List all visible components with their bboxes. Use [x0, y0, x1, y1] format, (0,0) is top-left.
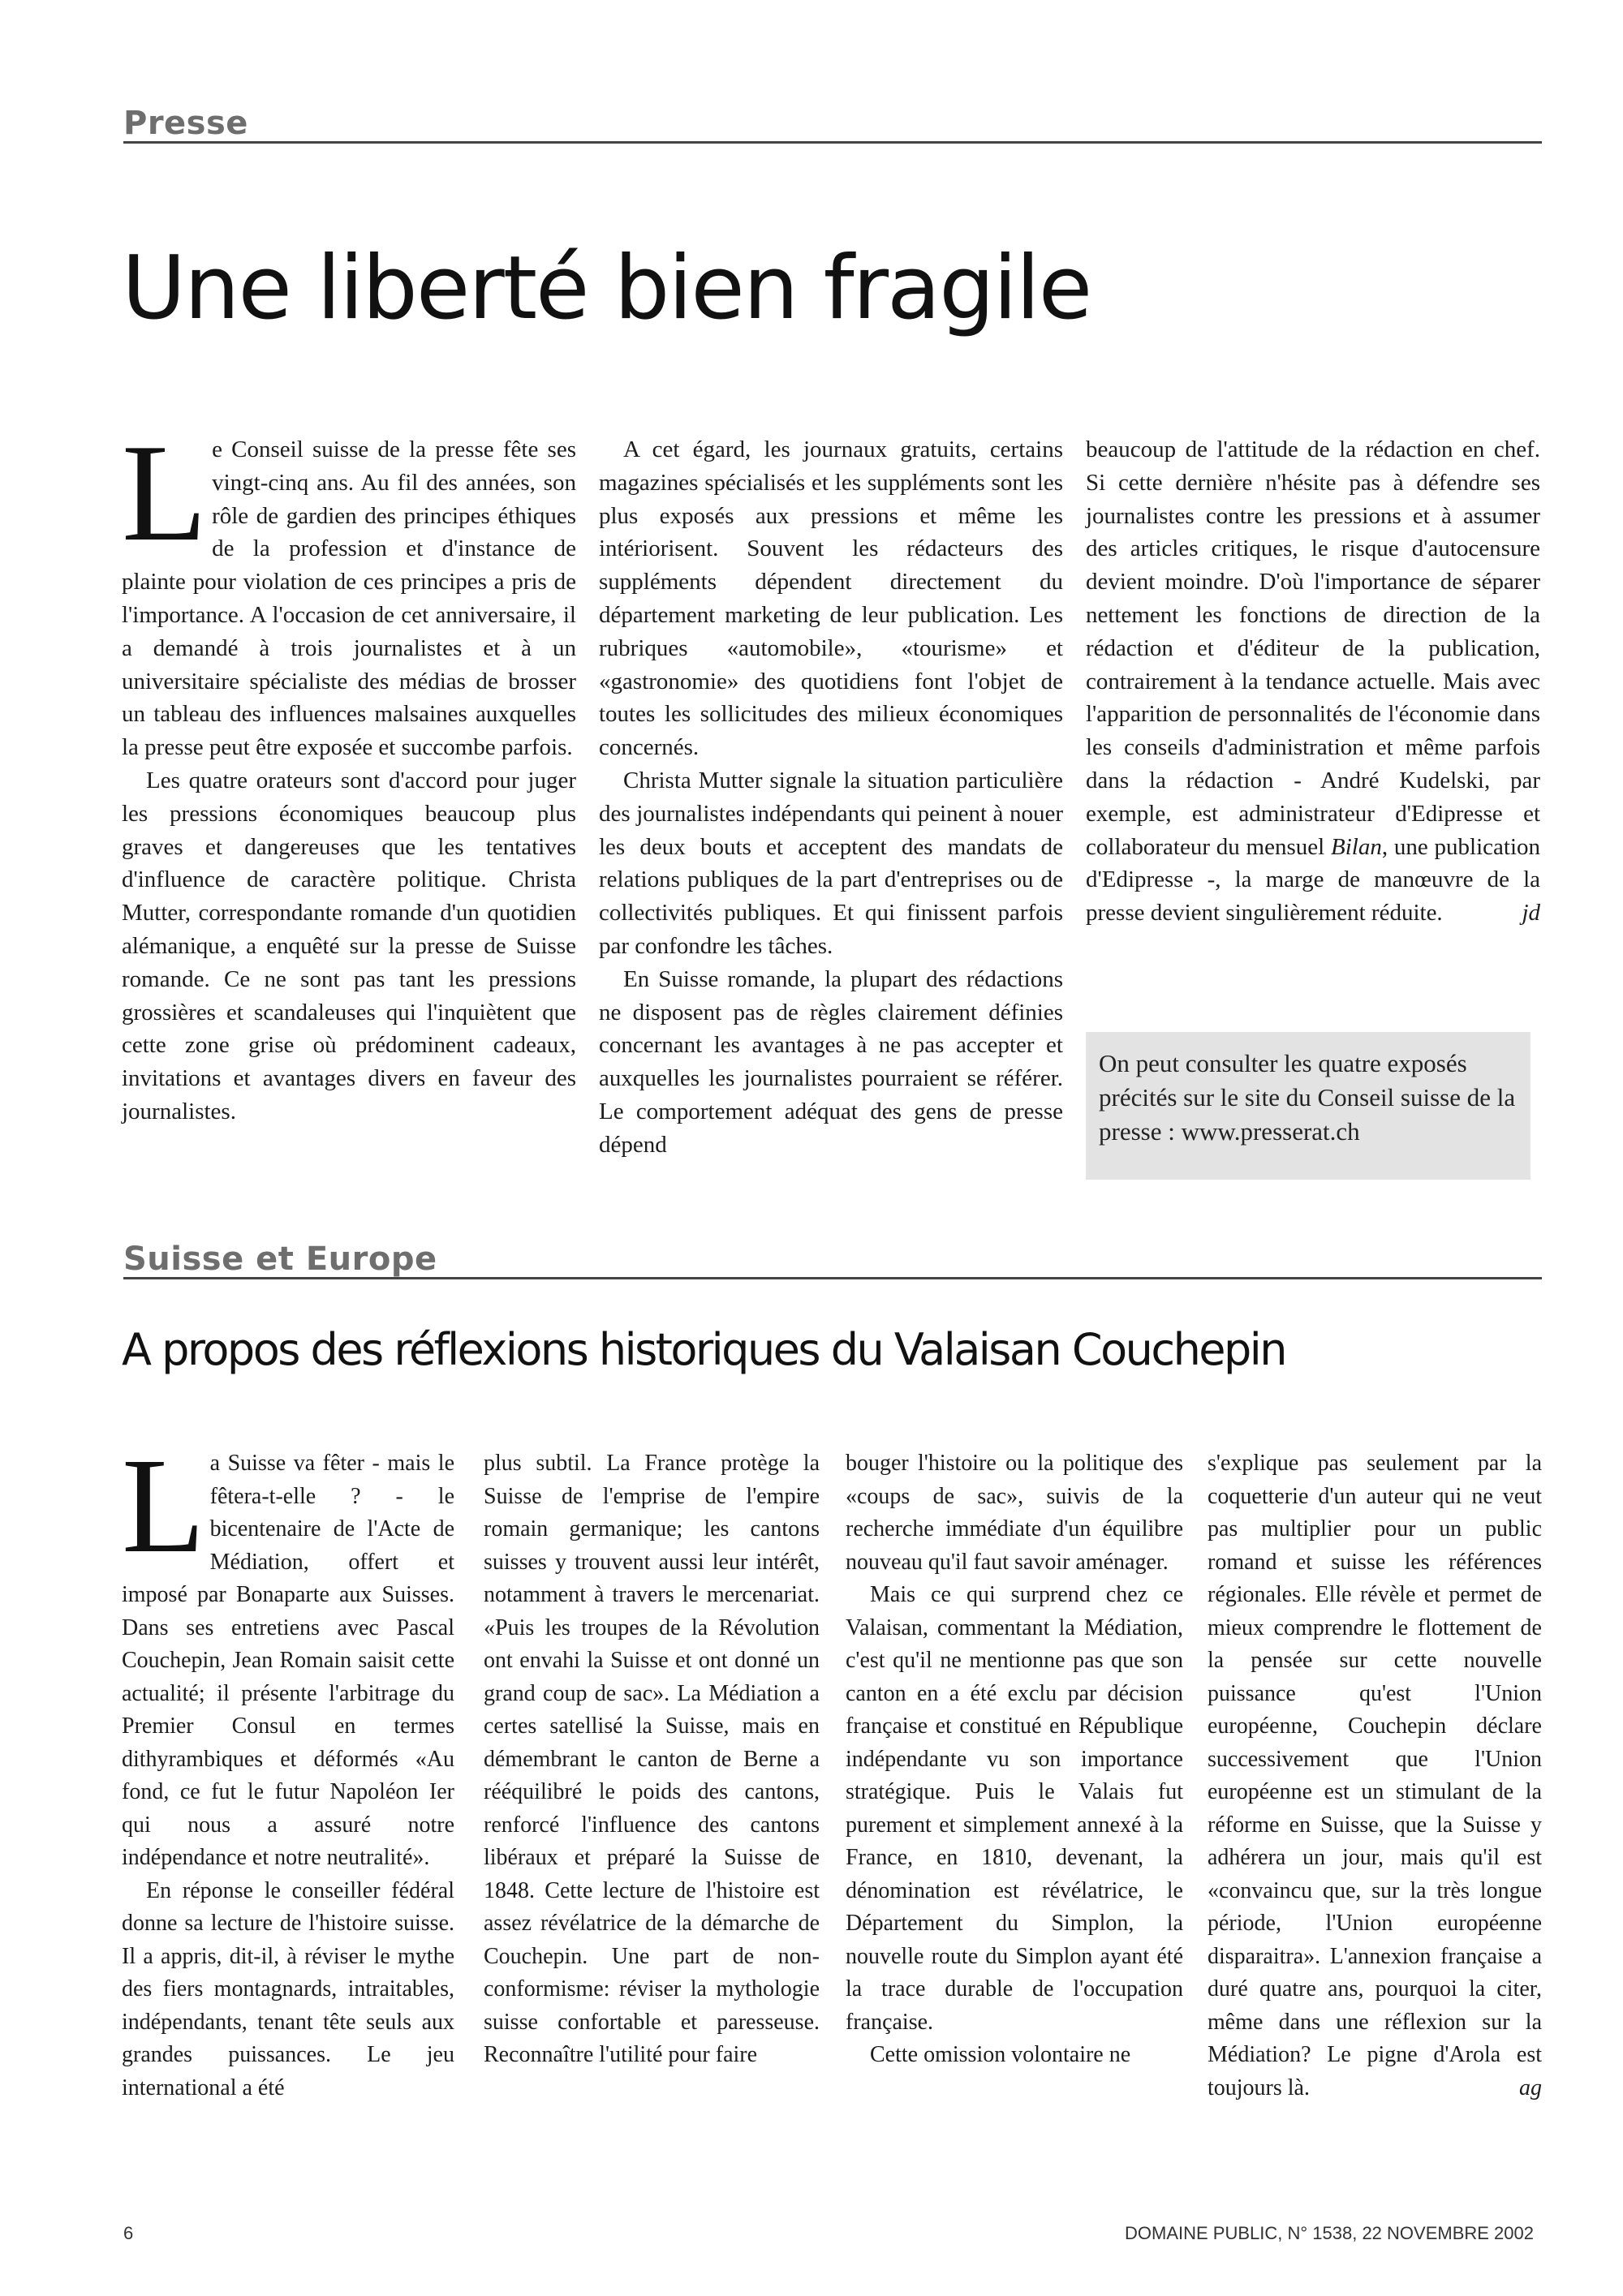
article2-paragraph: En réponse le conseiller fédéral donne sa lecture de l'histoire suisse. Il a appris, dit-il, à réviser le mythe des fiers montagnards, intraitables, indépendants, tenant tête seuls aux grandes puissances. Le jeu international a été: [122, 1877, 454, 2100]
article2-paragraph: La Suisse va fêter - mais le fêtera-t-elle ? - le bicentenaire de l'Acte de Médiation, offert et imposé par Bonaparte aux Suisses. Dans ses entretiens avec Pascal Couchepin, Jean Romain saisit cette actualité; il présente l'arbitrage du Premier Consul en termes dithyrambiques et déformés «Au fond, ce fut le futur Napoléon Ier qui nous a assuré notre indépendance et notre neutralité».: [122, 1430, 454, 1870]
author-signature: ag: [1519, 2075, 1542, 2100]
article1-column-2: [599, 433, 1063, 1162]
section-label-suisse-europe: Suisse et Europe: [123, 1241, 1542, 1279]
drop-cap: L: [122, 416, 208, 570]
article2-paragraph: s'explique pas seulement par la coquetterie d'un auteur qui ne veut pas multiplier pour un public romand et suisse les références régionales. Elle révèle et permet de mieux comprendre le flottement de la pensée sur cette nouvelle puissance qu'est l'Union européenne, Couchepin déclare successivement que l'Union européenne est un stimulant de la réforme en Suisse, que la Suisse y adhérera un jour, mais qu'il est «convaincu que, sur la très longue période, l'Union européenne disparaitra». L'annexion française a duré quatre ans, pourquoi la citer, même dans une réflexion sur la Médiation? Le pigne d'Arola est toujours là. ag: [1208, 1447, 1542, 2105]
publication-footer: DOMAINE PUBLIC, N° 1538, 22 NOVEMBRE 2002: [1125, 2223, 1534, 2243]
page-number: 6: [123, 2223, 134, 2243]
article1-paragraph: A cet égard, les journaux gratuits, certains magazines spécialisés et les suppléments sont les plus exposés aux pressions et même les intériorisent. Souvent les rédacteurs des suppléments dépendent directement du département marketing de leur publication. Les rubriques «automobile», «tourisme» et «gastronomie» des quotidiens font l'objet de toutes les sollicitudes des milieux économiques concernés.: [599, 436, 1063, 761]
article2-column-1: [122, 1430, 454, 2105]
article-title-couchepin: A propos des réflexions historiques du Valaisan Couchepin: [122, 1324, 1286, 1375]
article1-paragraph: En Suisse romande, la plupart des rédactions ne disposent pas de règles clairement définies concernant les avantages à ne pas accepter et auxquelles les journalistes pourraient se référer. Le comportement adéquat des gens de presse dépend: [599, 965, 1063, 1158]
article1-column-1: [122, 416, 576, 1129]
article1-paragraph: Le Conseil suisse de la presse fête ses vingt-cinq ans. Au fil des années, son rôle de gardien des principes éthiques de la profession et d'instance de plainte pour violation de ces principes a pris de l'importance. A l'occasion de cet anniversaire, il a demandé à trois journalistes et à un universitaire spécialiste des médias de brosser un tableau des influences malsaines auxquelles la presse peut être exposée et succombe parfois.: [122, 416, 576, 761]
article2-column-4: [1208, 1447, 1542, 2105]
article2-paragraph: plus subtil. La France protège la Suisse de l'emprise de l'empire romain germanique; les cantons suisses y trouvent aussi leur intérêt, notamment à travers le mercenariat. «Puis les troupes de la Révolution ont envahi la Suisse et ont donné un grand coup de sac». La Médiation a certes satellisé la Suisse, mais en démembrant le canton de Berne a rééquilibré le poids des cantons, renforcé l'influence des cantons libéraux et préparé la Suisse de 1848. Cette lecture de l'histoire est assez révélatrice de la démarche de Couchepin. Une part de non-conformisme: réviser la mythologie suisse confortable et paresseuse. Reconnaître l'utilité pour faire: [484, 1451, 820, 2067]
article1-paragraph: Les quatre orateurs sont d'accord pour juger les pressions économiques beaucoup plus graves et dangereuses que les tentatives d'influence de caractère politique. Christa Mutter, correspondante romande d'un quotidien alémanique, a enquêté sur la presse de Suisse romande. Ce ne sont pas tant les pressions grossières et scandaleuses qui l'inquiètent que cette zone grise où prédominent cadeaux, invitations et avantages divers en faveur des journalistes.: [122, 767, 576, 1124]
article1-paragraph: Christa Mutter signale la situation particulière des journalistes indépendants qui peinent à nouer les deux bouts et acceptent des mandats de relations publiques de la part d'entreprises ou de collectivités publiques. Et qui finissent parfois par confondre les tâches.: [599, 767, 1063, 959]
article-title-liberte: Une liberté bien fragile: [122, 238, 1091, 339]
info-box: On peut consulter les quatre exposés précités sur le site du Conseil suisse de la presse : www.presserat.ch: [1086, 1032, 1530, 1180]
article1-paragraph: beaucoup de l'attitude de la rédaction en chef. Si cette dernière n'hésite pas à défendre ses journalistes contre les pressions et à assumer des articles critiques, le risque d'autocensure devient moindre. D'où l'importance de séparer nettement les fonctions de direction de la rédaction et d'éditeur de la publication, contrairement à la tendance actuelle. Mais avec l'apparition de personnalités de l'économie dans les conseils d'administration et même parfois dans la rédaction - André Kudelski, par exemple, est administrateur d'Edipresse et collaborateur du mensuel Bilan, une publication d'Edipresse -, la marge de manœuvre de la presse devient singulièrement réduite. jd: [1086, 433, 1540, 930]
drop-cap: L: [122, 1430, 205, 1581]
article2-column-3: [846, 1447, 1183, 2072]
article1-column-3: [1086, 433, 1540, 930]
author-signature: jd: [1522, 900, 1540, 927]
article2-paragraph: Cette omission volontaire ne: [870, 2042, 1131, 2067]
article2-paragraph: Mais ce qui surprend chez ce Valaisan, commentant la Médiation, c'est qu'il ne mentionne pas que son canton en a été exclu par décision française et constitué en République indépendante vu son importance stratégique. Puis le Valais fut purement et simplement annexé à la France, en 1810, devenant, la dénomination est révélatrice, le Département du Simplon, la nouvelle route du Simplon ayant été la trace durable de l'occupation française.: [846, 1582, 1183, 2035]
section-label-presse: Presse: [123, 105, 1542, 144]
article2-column-2: [484, 1447, 820, 2072]
article2-paragraph: bouger l'histoire ou la politique des «coups de sac», suivis de la recherche immédiate d'un équilibre nouveau qu'il faut savoir aménager.: [846, 1451, 1183, 1575]
